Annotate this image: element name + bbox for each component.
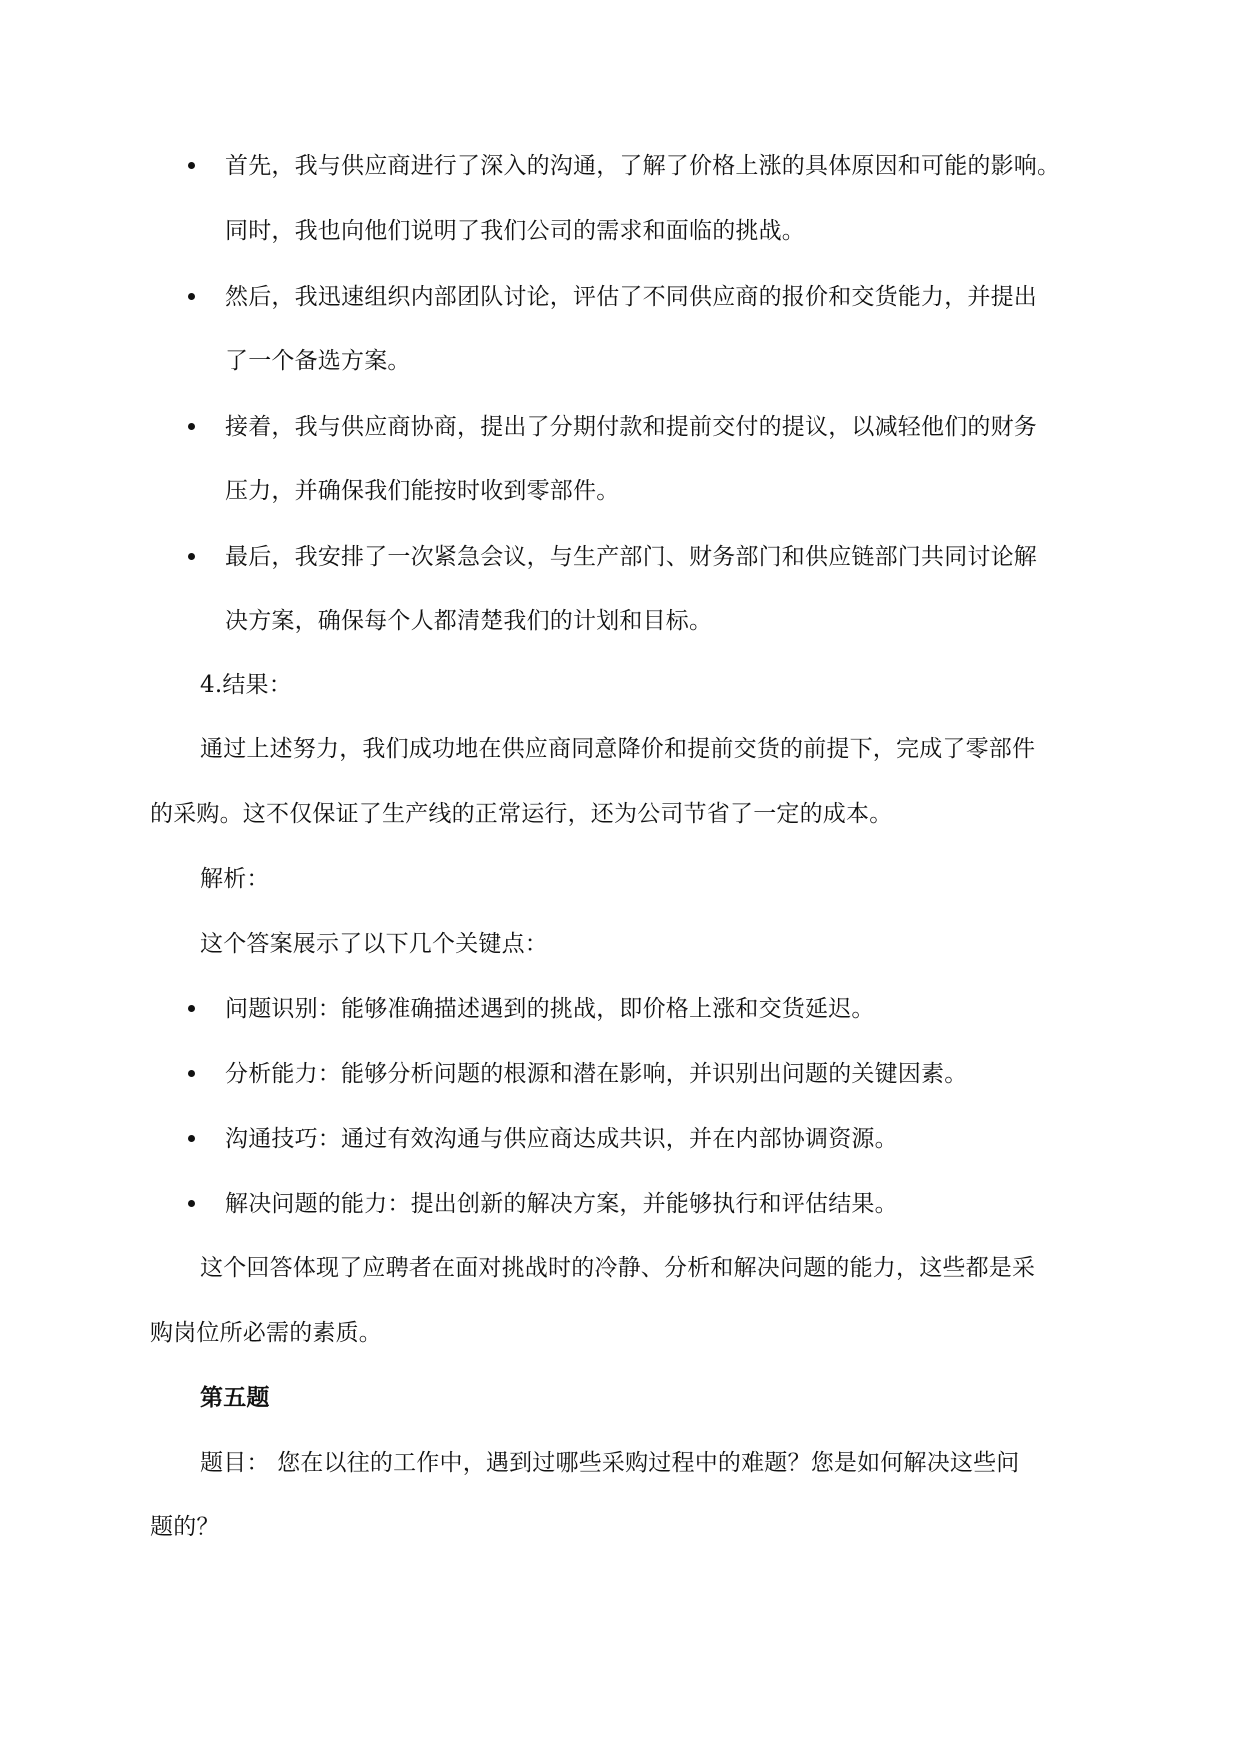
list-item-line: 了一个备选方案。 xyxy=(225,348,411,374)
list-item-line: 压力，并确保我们能按时收到零部件。 xyxy=(225,478,620,504)
bullet-dot xyxy=(188,553,195,560)
list-item-line: 首先，我与供应商进行了深入的沟通，了解了价格上涨的具体原因和可能的影响。 xyxy=(225,153,1061,179)
result-heading: 4.结果： xyxy=(200,672,292,698)
bullet-dot xyxy=(188,1200,195,1207)
list-item: 解决问题的能力：提出创新的解决方案，并能够执行和评估结果。 xyxy=(225,1191,898,1217)
bullet-dot xyxy=(188,1135,195,1142)
bullet-dot xyxy=(188,293,195,300)
bullet-dot xyxy=(188,423,195,430)
list-item: 分析能力：能够分析问题的根源和潜在影响，并识别出问题的关键因素。 xyxy=(225,1061,968,1087)
list-item-line: 然后，我迅速组织内部团队讨论，评估了不同供应商的报价和交货能力，并提出 xyxy=(225,284,1037,310)
list-item-line: 接着，我与供应商协商，提出了分期付款和提前交付的提议，以减轻他们的财务 xyxy=(225,414,1037,440)
list-item: 问题识别：能够准确描述遇到的挑战，即价格上涨和交货延迟。 xyxy=(225,996,875,1022)
conclusion-line: 购岗位所必需的素质。 xyxy=(150,1320,382,1346)
bullet-dot xyxy=(188,162,195,169)
analysis-intro: 这个答案展示了以下几个关键点： xyxy=(200,931,548,957)
analysis-heading: 解析： xyxy=(200,866,270,892)
section-title: 第五题 xyxy=(200,1384,270,1411)
list-item-line: 决方案，确保每个人都清楚我们的计划和目标。 xyxy=(225,608,713,634)
question-line: 题目： 您在以往的工作中，遇到过哪些采购过程中的难题？您是如何解决这些问 xyxy=(200,1450,1020,1476)
bullet-dot xyxy=(188,1070,195,1077)
bullet-dot xyxy=(188,1005,195,1012)
list-item-line: 最后，我安排了一次紧急会议，与生产部门、财务部门和供应链部门共同讨论解 xyxy=(225,544,1037,570)
result-paragraph-line: 通过上述努力，我们成功地在供应商同意降价和提前交货的前提下，完成了零部件 xyxy=(200,736,1036,762)
conclusion-line: 这个回答体现了应聘者在面对挑战时的冷静、分析和解决问题的能力，这些都是采 xyxy=(200,1255,1036,1281)
list-item: 沟通技巧：通过有效沟通与供应商达成共识，并在内部协调资源。 xyxy=(225,1126,898,1152)
result-paragraph-line: 的采购。这不仅保证了生产线的正常运行，还为公司节省了一定的成本。 xyxy=(150,801,893,827)
question-line: 题的？ xyxy=(150,1514,220,1540)
list-item-line: 同时，我也向他们说明了我们公司的需求和面临的挑战。 xyxy=(225,218,805,244)
